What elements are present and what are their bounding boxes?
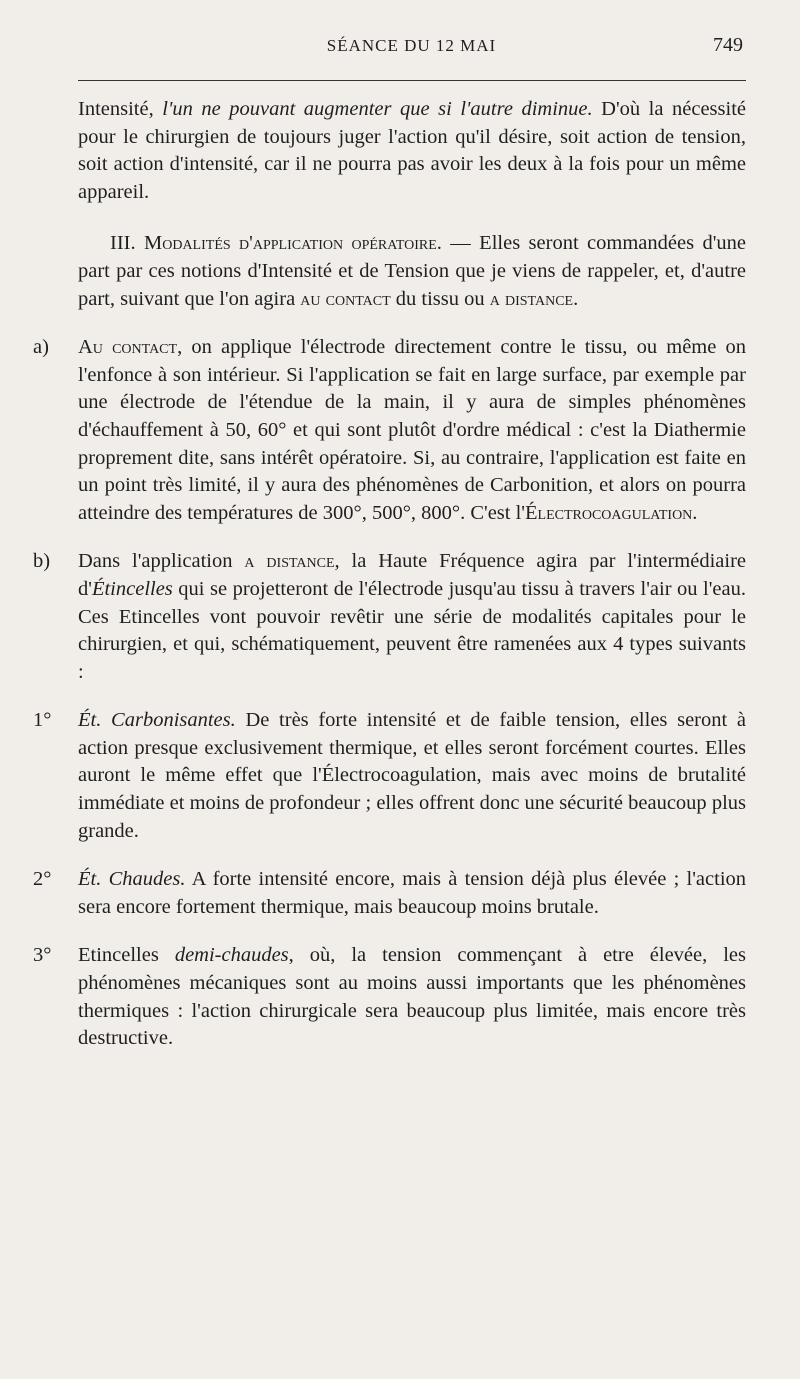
- subitem-2-label: 2°: [33, 868, 52, 891]
- header-title: SÉANCE DU 12 MAI: [326, 36, 497, 55]
- subitem-1-label: 1°: [33, 709, 52, 732]
- subitem-1-paragraph: 1° Ét. Carbonisantes. De très forte intensité et de faible tension, elles seront à action presque exclusivement thermique, et elles seront forcément courtes. Elles auront le même effet que l'Électrocoagulation, mais avec moins de brutalité immédiate et moins de profondeur ; elles offrent donc une sécurité beaucoup plus grande.: [33, 709, 746, 842]
- subitem-3-label: 3°: [33, 944, 52, 967]
- section-iii-paragraph: III. Modalités d'application opératoire. — Elles seront commandées d'une part par ces notions d'Intensité et de Tension que je viens de rappeler, et, d'autre part, suivant que l'on agira au contact du tissu ou a distance.: [78, 232, 746, 310]
- header-rule: [78, 80, 746, 81]
- subitem-2-paragraph: 2° Ét. Chaudes. A forte intensité encore, mais à tension déjà plus élevée ; l'action sera encore fortement thermique, mais beaucoup moins brutale.: [33, 868, 747, 918]
- page-body: [33, 96, 747, 1053]
- item-b-label: b): [33, 550, 51, 573]
- subitem-3-paragraph: 3° Etincelles demi-chaudes, où, la tension commençant à etre élevée, les phénomènes mécaniques sont au moins aussi importants que les phénomènes thermiques : l'action chirurgicale sera beaucoup plus limitée, mais encore très destructive.: [33, 944, 746, 1050]
- item-a-paragraph: a) Au contact, on applique l'électrode directement contre le tissu, ou même on l'enfonce à son intérieur. Si l'application se fait en large surface, par exemple par une électrode de l'étendue de la main, il y aura de simples phénomènes d'échauffement à 50, 60° et qui sont plutôt d'ordre médical : c'est la Diathermie proprement dite, sans intérêt opératoire. Si, au contraire, l'application est faite en un point très limité, il y aura des phénomènes de Carbonition, et alors on pourra atteindre des températures de 300°, 500°, 800°. C'est l'Électrocoagulation.: [33, 336, 747, 524]
- item-b-paragraph: b) Dans l'application a distance, la Haute Fréquence agira par l'intermédiaire d'Étincelles qui se projetteront de l'électrode jusqu'au tissu à travers l'air ou l'eau. Ces Etincelles vont pouvoir revêtir une série de modalités capitales pour le chirurgien, et qui, schématiquement, peuvent être ramenées aux 4 types suivants :: [33, 550, 746, 683]
- section-heading: Modalités d'application opératoire.: [144, 232, 442, 255]
- running-header: [78, 36, 745, 66]
- intro-paragraph: Intensité, l'un ne pouvant augmenter que si l'autre diminue. D'où la nécessité pour le chirurgien de toujours juger l'action qu'il désire, soit action de tension, soit action d'intensité, car il ne pourra pas avoir les deux à la fois pour un même appareil.: [78, 98, 746, 203]
- item-a-label: a): [33, 336, 49, 359]
- page-number: 749: [713, 34, 743, 56]
